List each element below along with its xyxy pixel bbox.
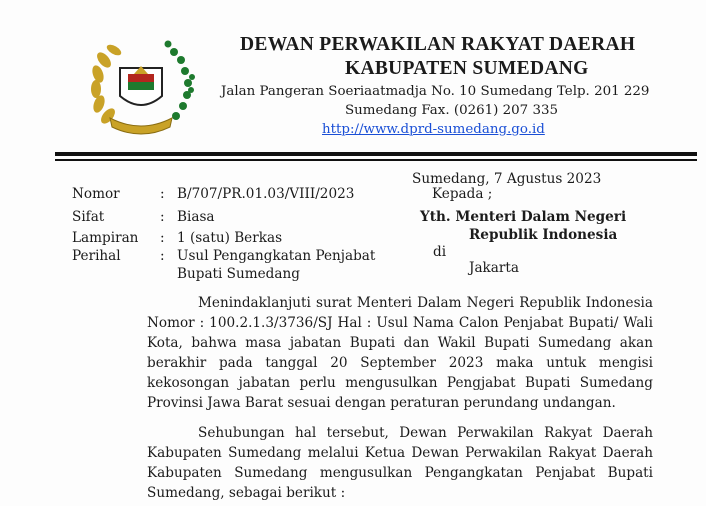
lampiran-label: Lampiran (72, 230, 139, 246)
place-date: Sumedang, 7 Agustus 2023 (412, 171, 602, 187)
paragraph-2-line: Sumedang, sebagai berikut : (147, 485, 346, 501)
paragraph-1-line: Menindaklanjuti surat Menteri Dalam Negeri Republik Indonesia (198, 295, 653, 311)
sifat-label: Sifat (72, 209, 105, 225)
body-paragraph-2 (147, 423, 653, 503)
paragraph-2-line: Kabupaten Sumedang melalui Ketua Dewan Perwakilan Rakyat Daerah (147, 445, 653, 461)
letterhead-title: DEWAN PERWAKILAN RAKYAT DAERAH (240, 34, 636, 55)
paragraph-1-line: Kota, bahwa masa jabatan Bupati dan Wakil Bupati Sumedang akan (147, 335, 653, 351)
perihal-separator: : (160, 248, 165, 264)
paragraph-1-line: kekosongan jabatan perlu mengusulkan Pengjabat Bupati Sumedang (147, 375, 653, 391)
perihal-value-line1: Usul Pengangkatan Penjabat (177, 248, 376, 264)
recipient-name-line2: Republik Indonesia (469, 227, 618, 243)
body-paragraph-1 (147, 293, 653, 413)
letterhead-rule-thin (55, 159, 697, 161)
sifat-value: Biasa (177, 209, 215, 225)
lampiran-separator: : (160, 230, 165, 246)
letterhead-fax: Sumedang Fax. (0261) 207 335 (345, 103, 559, 118)
perihal-label: Perihal (72, 248, 121, 264)
recipient-city: Jakarta (469, 260, 519, 276)
perihal-value-line2: Bupati Sumedang (177, 266, 300, 282)
sifat-separator: : (160, 209, 165, 225)
paragraph-1-line: Provinsi Jawa Barat sesuai dengan peraturan perundang undangan. (147, 395, 616, 411)
paragraph-2-line: Sehubungan hal tersebut, Dewan Perwakilan Rakyat Daerah (198, 425, 653, 441)
paragraph-1-line: Nomor : 100.2.1.3/3736/SJ Hal : Usul Nama Calon Penjabat Bupati/ Wali (147, 315, 653, 331)
letterhead-rule-thick (55, 152, 697, 156)
letterhead-subtitle: KABUPATEN SUMEDANG (345, 58, 589, 79)
nomor-value: B/707/PR.01.03/VIII/2023 (177, 186, 355, 202)
recipient-kepada: Kepada ; (432, 186, 493, 202)
recipient-yth: Yth. Menteri Dalam Negeri (420, 209, 627, 225)
recipient-di: di (433, 244, 447, 260)
paragraph-1-line: berakhir pada tanggal 20 September 2023 maka untuk mengisi (147, 355, 653, 371)
nomor-label: Nomor (72, 186, 120, 202)
dprd-logo (82, 30, 200, 140)
paragraph-2-line: Kabupaten Sumedang mengusulkan Pengangkatan Penjabat Bupati (147, 465, 653, 481)
letterhead-address: Jalan Pangeran Soeriaatmadja No. 10 Sumedang Telp. 201 229 (221, 84, 650, 99)
letterhead-website-link[interactable]: http://www.dprd-sumedang.go.id (322, 122, 545, 137)
lampiran-value: 1 (satu) Berkas (177, 230, 283, 246)
nomor-separator: : (160, 186, 165, 202)
